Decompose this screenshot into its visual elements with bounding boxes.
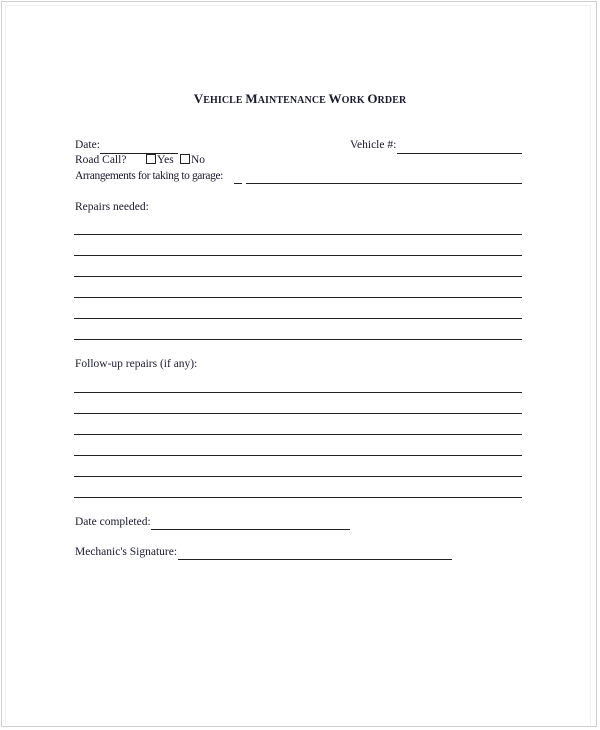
- repairs-line-1[interactable]: [74, 234, 522, 235]
- mechanic-signature-label: Mechanic's Signature:: [75, 546, 178, 558]
- road-call-label: Road Call?: [75, 154, 127, 166]
- repairs-line-5[interactable]: [74, 318, 522, 319]
- date-completed-label: Date completed:: [75, 516, 151, 528]
- arrangements-field[interactable]: [246, 183, 522, 184]
- date-label: Date:: [75, 139, 100, 151]
- followup-line-2[interactable]: [74, 413, 522, 414]
- vehicle-number-label: Vehicle #:: [350, 139, 397, 151]
- followup-line-1[interactable]: [74, 392, 522, 393]
- road-call-yes-option[interactable]: [146, 154, 174, 166]
- repairs-line-3[interactable]: [74, 276, 522, 277]
- followup-line-5[interactable]: [74, 476, 522, 477]
- form-title: VEHICLE MAINTENANCE WORK ORDER: [193, 91, 407, 106]
- road-call-no-option[interactable]: [180, 154, 205, 166]
- date-completed-field[interactable]: [151, 529, 350, 530]
- no-label: No: [191, 154, 206, 166]
- yes-checkbox[interactable]: [146, 154, 156, 164]
- arrangements-field-lead: [234, 183, 242, 184]
- repairs-line-6[interactable]: [74, 339, 522, 340]
- repairs-line-4[interactable]: [74, 297, 522, 298]
- arrangements-label: Arrangements for taking to garage:: [75, 170, 223, 182]
- mechanic-signature-field[interactable]: [178, 559, 452, 560]
- followup-line-3[interactable]: [74, 434, 522, 435]
- followup-repairs-label: Follow-up repairs (if any):: [75, 358, 198, 370]
- repairs-needed-label: Repairs needed:: [75, 201, 149, 213]
- repairs-line-2[interactable]: [74, 255, 522, 256]
- followup-line-6[interactable]: [74, 497, 522, 498]
- yes-label: Yes: [157, 154, 174, 166]
- vehicle-number-field[interactable]: [397, 153, 522, 154]
- followup-line-4[interactable]: [74, 455, 522, 456]
- no-checkbox[interactable]: [180, 154, 190, 164]
